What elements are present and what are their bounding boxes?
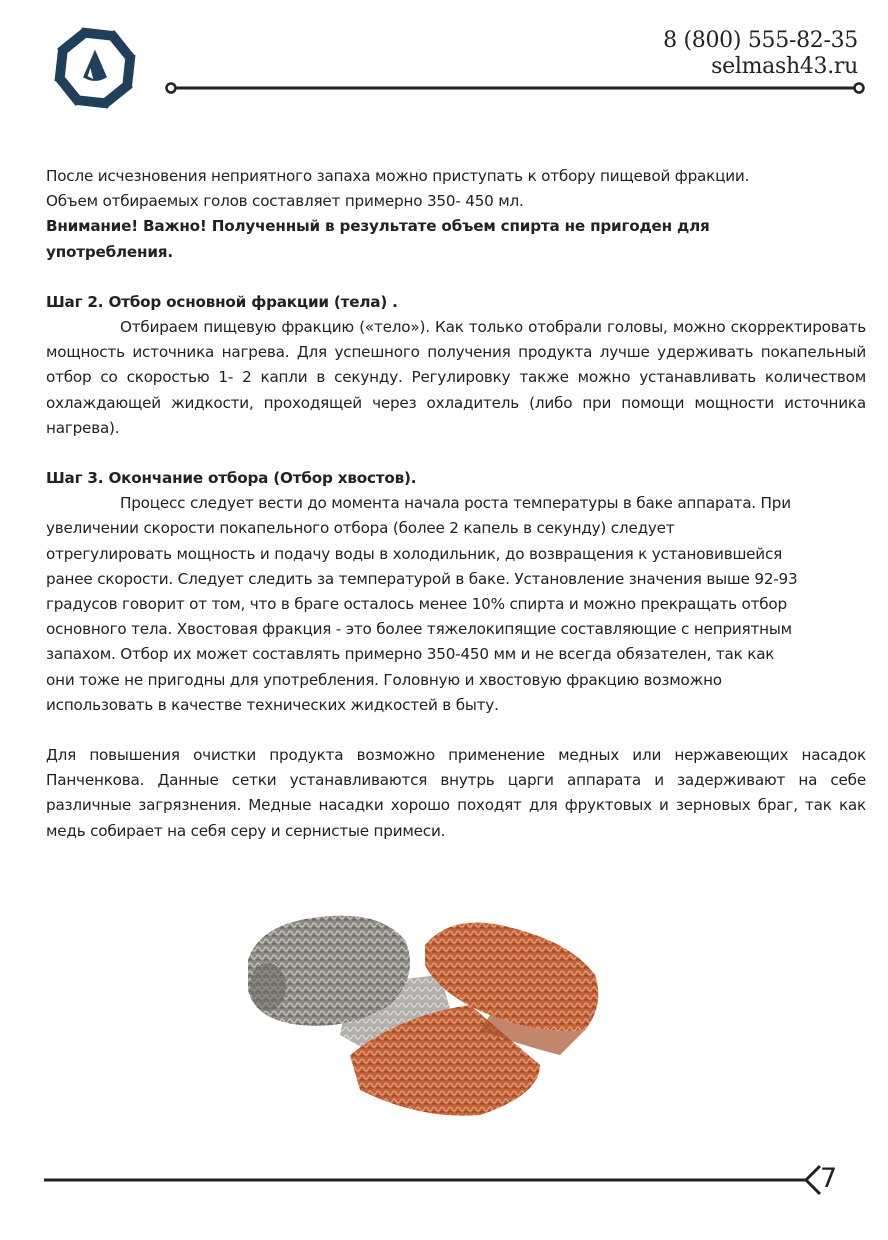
step3-line: увеличении скорости покапельного отбора (более 2 капель в секунду) следует	[46, 519, 675, 538]
intro-line-2: Объем отбираемых голов составляет примерно 350- 450 мл.	[46, 192, 524, 211]
closing-paragraph: Для повышения очистки продукта возможно применение медных или нержавеющих насадок Панченкова. Данные сетки устанавливаются внутрь царги аппарата и задерживают на себе различные загрязнения. Медные насадки хорошо походят для фруктовых и зерновых браг, так как медь собирает на себя серу и сернистые примеси.	[46, 746, 866, 840]
intro-line-1: После исчезновения неприятного запаха можно приступать к отбору пищевой фракции.	[46, 167, 750, 185]
warning-text: Внимание! Важно! Полученный в результате объем спирта не пригоден для употребления.	[46, 217, 710, 261]
header-divider	[164, 80, 866, 96]
step3-line: Процесс следует вести до момента начала роста температуры в баке аппарата. При	[120, 494, 791, 513]
page-content	[46, 164, 866, 844]
step3-line: они тоже не пригодны для употребления. Головную и хвостовую фракцию возможно	[46, 670, 722, 689]
step3-line: запахом. Отбор их может составлять примерно 350-450 мм и не всегда обязателен, так как	[46, 645, 775, 664]
step3-line: основного тела. Хвостовая фракция - это более тяжелокипящие составляющие с неприятным	[46, 620, 792, 639]
step2-text: Отбираем пищевую фракцию («тело»). Как только отобрали головы, можно скорректировать мощность источника нагрева. Для успешного получения продукта лучше удерживать покапельный отбор со скоростью 1- 2 капли в секунду. Регулировку также можно устанавливать количеством охлаждающей жидкости, проходящей через охладитель (либо при помощи мощности источника нагрева).	[46, 318, 866, 437]
mesh-packing-photo	[240, 905, 630, 1127]
step3-heading: Шаг 3. Окончание отбора (Отбор хвостов).	[46, 469, 417, 488]
step3-line: отрегулировать мощность и подачу воды в холодильник, до возвращения к установившейся	[46, 544, 783, 563]
footer-divider	[44, 1162, 834, 1198]
step3-line: градусов говорит от том, что в браге осталось менее 10% спирта и можно прекращать отбор	[46, 595, 787, 614]
website-link[interactable]: selmash43.ru	[711, 54, 858, 79]
header-contacts	[663, 28, 858, 80]
page-number: 7	[820, 1163, 838, 1194]
company-logo-icon	[48, 22, 142, 114]
step2-heading: Шаг 2. Отбор основной фракции (тела) .	[46, 292, 398, 311]
phone-number[interactable]: 8 (800) 555-82-35	[663, 28, 858, 53]
step3-line: использовать в качестве технических жидкостей в быту.	[46, 695, 499, 714]
step3-line: ранее скорости. Следует следить за температурой в баке. Установление значения выше 92-93	[46, 569, 798, 588]
